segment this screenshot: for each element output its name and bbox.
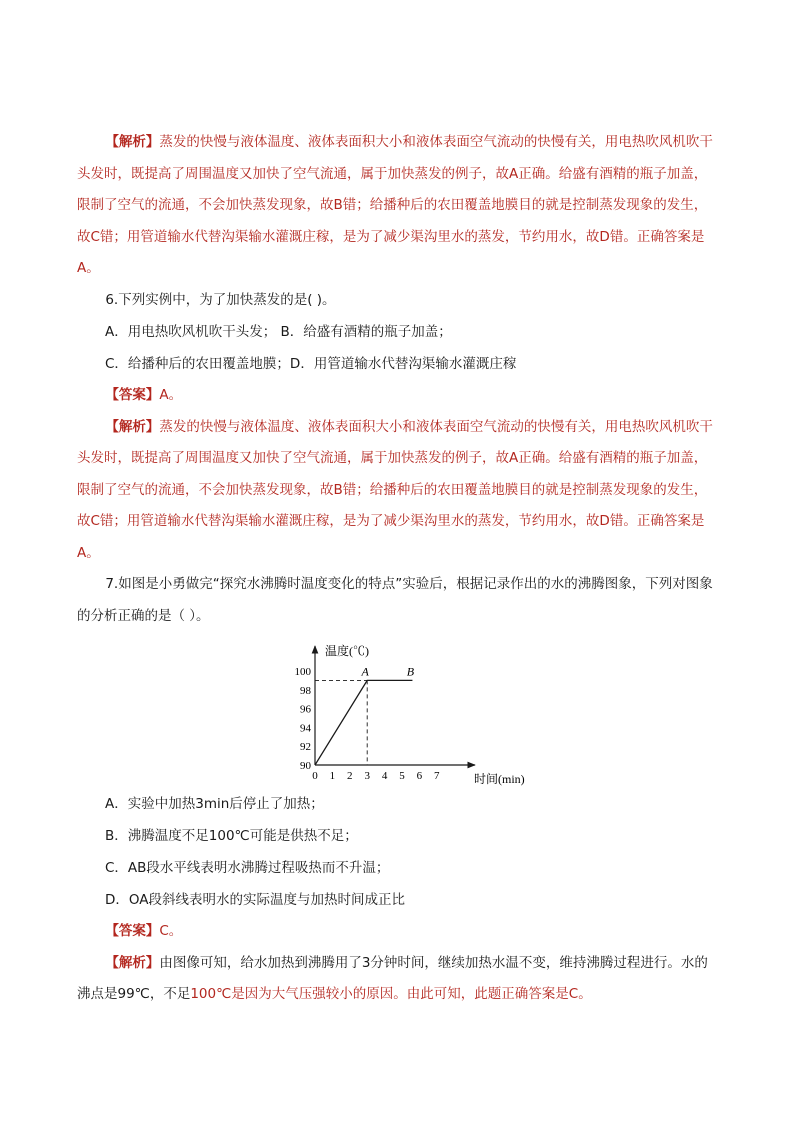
analysis-text-red: 100℃是因为大气压强较小的原因。由此可知，此题正确答案是C。 (190, 986, 592, 1002)
y-tick-label: 96 (300, 703, 311, 716)
x-tick-label: 4 (381, 770, 388, 782)
y-tick-label: 100 (294, 666, 311, 678)
y-tick-label: 98 (300, 684, 311, 697)
question-7: 7.如图是小勇做完“探究水沸腾时温度变化的特点”实验后，根据记录作出的水的沸腾图象，下列对图象的分析正确的是（ ）。 (77, 576, 713, 624)
question-6-answer (77, 380, 720, 412)
x-axis-label: 时间(min) (474, 772, 525, 786)
answer-value: C。 (159, 923, 183, 939)
temperature-line (315, 680, 412, 765)
y-axis-label: 温度(℃) (325, 644, 369, 658)
point-label-b: B (406, 664, 415, 679)
analysis-text: 蒸发的快慢与液体温度、液体表面积大小和液体表面空气流动的快慢有关，用电热吹风机吹干头发时，既提高了周围温度又加快了空气流通，属于加快蒸发的例子，故A正确。给盛有酒精的瓶子加盖，限制了空气的流通，不会加快蒸发现象，故B错；给播种后的农田覆盖地膜目的就是控制蒸发现象的发生，故C错；用管道输水代替沟渠输水灌溉庄稼，是为了减少渠沟里水的蒸发，节约用水，故D错。正确答案是A。 (77, 134, 713, 276)
series-lines (315, 680, 412, 765)
answer-value: A。 (159, 387, 183, 403)
document-content (77, 127, 720, 1011)
boiling-chart-container (77, 638, 720, 786)
analysis-tag: 【解析】 (105, 954, 160, 971)
analysis-tag: 【解析】 (105, 134, 160, 150)
boiling-chart (289, 638, 539, 786)
x-tick-label: 6 (416, 770, 423, 782)
question-6-options-line-1: A．用电热吹风机吹干头发； B．给盛有酒精的瓶子加盖； (105, 324, 452, 340)
question-7-option-b: B．沸腾温度不足100℃可能是供热不足； (105, 828, 358, 844)
question-6: 6.下列实例中，为了加快蒸发的是( )。 (105, 291, 336, 308)
analysis-text: 蒸发的快慢与液体温度、液体表面积大小和液体表面空气流动的快慢有关，用电热吹风机吹干头发时，既提高了周围温度又加快了空气流通，属于加快蒸发的例子，故A正确。给盛有酒精的瓶子加盖，限制了空气的流通，不会加快蒸发现象，故B错；给播种后的农田覆盖地膜目的就是控制蒸发现象的发生，故C错；用管道输水代替沟渠输水灌溉庄稼，是为了减少渠沟里水的蒸发，节约用水，故D错。正确答案是A。 (77, 418, 713, 561)
point-label-a: A (361, 664, 369, 679)
x-tick-label: 3 (364, 770, 370, 782)
analysis-paragraph-1 (77, 127, 720, 285)
question-7-option-a: A．实验中加热3min后停止了加热； (105, 796, 324, 812)
y-tick-label: 92 (300, 741, 311, 754)
y-tick-label: 90 (300, 760, 311, 772)
x-tick-label: 1 (329, 770, 336, 782)
x-tick-label: 0 (312, 770, 318, 782)
answer-tag: 【答案】 (105, 923, 160, 939)
question-7-option-d: D．OA段斜线表明水的实际温度与加热时间成正比 (105, 892, 406, 908)
answer-tag: 【答案】 (105, 387, 160, 403)
x-tick-label: 7 (434, 770, 440, 782)
y-tick-label: 94 (300, 722, 311, 735)
question-6-options-line-2: C．给播种后的农田覆盖地膜；D．用管道输水代替沟渠输水灌溉庄稼 (105, 356, 517, 372)
question-7-answer (77, 916, 720, 948)
question-6-analysis (77, 412, 720, 570)
x-tick-label: 2 (347, 770, 353, 782)
analysis-tag: 【解析】 (105, 418, 160, 435)
point-labels (361, 664, 415, 678)
analysis-text-black: 由图像可知，给水加热到沸腾用了3分钟时间，继续加热水温不变，维持沸腾过程进行。水的沸点是99℃，不足 (77, 954, 708, 1002)
x-tick-label: 5 (399, 770, 405, 782)
question-7-option-c: C．AB段水平线表明水沸腾过程吸热而不升温； (105, 860, 390, 876)
question-7-analysis (77, 948, 720, 1011)
